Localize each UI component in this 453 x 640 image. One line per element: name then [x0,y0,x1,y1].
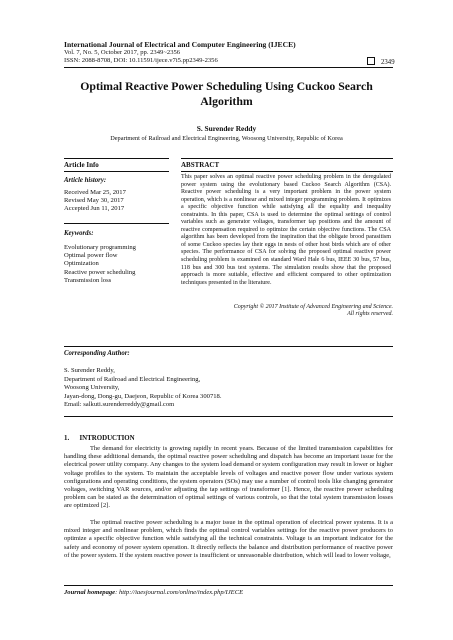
corresponding-details [64,367,221,410]
corr-line: Department of Railroad and Electrical Engineering, [64,375,201,383]
corr-line: Jayan-dong, Dong-gu, Daejeon, Republic of Korea 300718. [64,392,222,400]
intro-paragraph-1: The demand for electricity is growing rapidly in recent years. Because of the limited transmission capabilities for handling these additional demands, the optimal reactive power scheduling and dispatch has become an important issue for the electrical power utility company. Any changes to the system load demand or system configuration may result in lower or higher voltage profiles to the system. To maintain the acceptable levels of voltages and reactive power flow under various system configurations and operating conditions, the system operators (SOs) may use a number of control tools like changing generator voltages, switching VAR sources, and/or adjusting the tap settings of transformer [1]. Hence, the reactive power scheduling problem can be stated as the determination of optimal settings of various controls, so that the total system transmission losses are optimized [2]. [64,445,393,510]
history-list [64,189,126,214]
keywords-list [64,244,136,285]
header-rule [64,67,393,68]
copyright-notice [181,304,393,319]
keywords-heading: Keywords: [64,230,94,237]
page-number-block [367,57,395,66]
history-heading: Article history: [64,177,107,184]
title-line-1: Optimal Reactive Power Scheduling Using Cuckoo Search [80,79,373,93]
article-info-heading: Article Info [64,161,99,169]
square-icon [367,57,375,65]
paper-title [64,79,389,108]
abstract-heading: ABSTRACT [181,161,220,169]
abstract-end-rule [64,346,393,347]
volume-line: Vol. 7, No. 5, October 2017, pp. 2349~2356 [64,49,181,56]
journal-homepage-footer [64,589,243,596]
corr-email: Email: salkuti.surenderreddy@gmail.com [64,401,175,408]
abstract-text: This paper solves an optimal reactive power scheduling problem in the deregulated power system using the evolutionary based Cuckoo Search Algorithm (CSA). Reactive power scheduling is a very important problem in the power system operation, which is a nonlinear and mixed integer programming problem. It optimizes a specific objective function while satisfying all the equality and inequality constraints. In this paper, CSA is used to determine the optimal settings of control variables such as generator voltages, transformer tap positions and the amount of reactive compensation required to optimize the certain objective functions. The CSA algorithm has been developed from the inspiration that the obligate brood parasitism of some Cuckoo species lay their eggs in nests of other host birds which are of other species. The performance of CSA for solving the proposed optimal reactive power scheduling problem is examined on standard Ward Hale 6 bus, IEEE 30 bus, 57 bus, 118 bus and 300 bus test systems. The simulation results show that the proposed approach is more suitable, effective and efficient compared to other optimization techniques presented in the literature. [181,174,391,286]
introduction-heading-text: 1. INTRODUCTION [64,435,135,442]
issn-line: ISSN: 2088-8708, DOI: 10.11591/ijece.v7i5.pp2349-2356 [64,57,218,65]
footer-rule [64,585,393,586]
title-line-2: Algorithm [200,93,253,108]
page-number: 2349 [381,59,395,66]
corr-line: Woosong University, [64,384,120,391]
homepage-label: Journal homepage [64,589,116,596]
keyword-item: Evolutionary programming [64,244,136,251]
copyright-line-1: Copyright © 2017 Institute of Advanced Engineering and Science. [233,304,393,310]
keyword-item: Optimization [64,260,99,268]
introduction-heading [64,435,135,442]
history-rule [64,223,169,224]
copyright-line-2: All rights reserved. [347,311,393,318]
received-date: Received Mar 25, 2017 [64,189,126,196]
corr-line: S. Surender Reddy, [64,367,115,374]
author-affiliation: Department of Railroad and Electrical Engineering, Woosong University, Republic of Korea [110,135,343,142]
keyword-item: Optimal power flow [64,252,118,260]
keyword-item: Transmission loss [64,276,112,284]
homepage-url[interactable]: : http://iaesjournal.com/online/index.php/IJECE [115,589,244,596]
journal-name: International Journal of Electrical and Computer Engineering (IJECE) [64,40,296,49]
intro-paragraph-2: The optimal reactive power scheduling is a major issue in the optimal operation of electrical power systems. It is a mixed integer and nonlinear problem, which finds the optimal control variables settings for the reactive power producers to optimize a specific objective function while satisfying all the technical constraints. Voltage is an important indicator for the safety and economy of power system operation. It directly reflects the balance and distribution performance of reactive power of the power system. If the system reactive power is insufficient or unreasonable distribution, which will lead to lower voltage, [64,519,393,559]
article-info-bottom-rule [64,171,169,172]
accepted-date: Accepted Jun 11, 2017 [64,205,125,213]
corresponding-heading: Corresponding Author: [64,350,130,357]
keyword-item: Reactive power scheduling [64,268,136,276]
article-info-top-rule [64,158,169,159]
journal-header [64,40,400,66]
abstract-top-rule [181,158,393,159]
abstract-bottom-rule [181,171,393,172]
revised-date: Revised May 30, 2017 [64,197,124,205]
corresponding-end-rule [64,416,393,417]
author-name: S. Surender Reddy [196,124,257,133]
